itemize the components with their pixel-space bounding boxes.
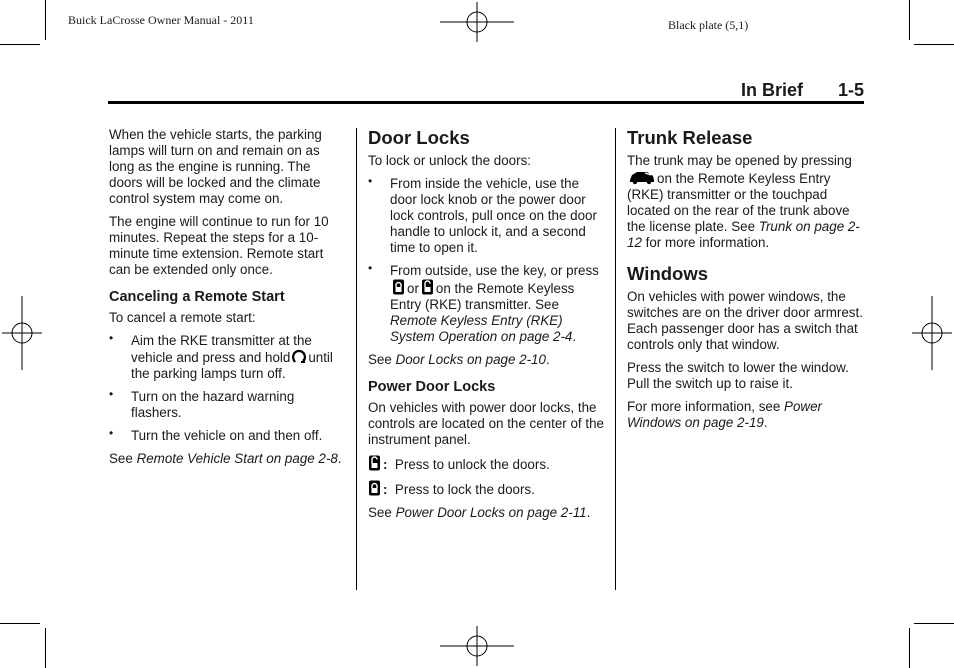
list-item: • From outside, use the key, or pressor on the Remote Keyless Entry (RKE) transmitter. See Remote Keyless Entry (RKE) System Operation on page 2-4. xyxy=(368,261,599,344)
lock-description: : Press to lock the doors. xyxy=(368,480,604,498)
door-lock-list xyxy=(368,176,604,345)
registration-mark-icon xyxy=(912,296,952,370)
plate-label: Black plate (5,1) xyxy=(668,18,749,32)
lock-icon xyxy=(392,279,405,295)
paragraph: The trunk may be opened by pressingon the Remote Keyless Entry (RKE) transmitter or the touchpad located on the rear of the trunk above the license plate. See Trunk on page 2-12 for more information. xyxy=(627,153,860,250)
paragraph: On vehicles with power windows, the switches are on the driver door armrest. Each passenger door has a switch that controls only that window. xyxy=(627,289,863,352)
registration-mark-icon xyxy=(2,296,42,370)
manual-title: Buick LaCrosse Owner Manual - 2011 xyxy=(68,13,254,27)
section-title: In Brief xyxy=(741,80,804,100)
paragraph: When the vehicle starts, the parking lamps will turn on and remain on as long as the engine is running. The doors will be locked and the climate control system may come on. xyxy=(109,127,322,206)
list-item: • Turn on the hazard warning flashers. xyxy=(109,387,295,420)
paragraph: The engine will continue to run for 10 minutes. Repeat the steps for a 10-minute time extension. Remote start can be extended only once. xyxy=(109,214,329,277)
remote-start-icon xyxy=(292,349,306,364)
crop-mark xyxy=(909,0,910,40)
unlock-icon xyxy=(368,455,381,471)
crop-mark xyxy=(0,623,40,624)
cross-reference: For more information, see Power Windows on page 2-19. xyxy=(627,399,823,430)
heading-canceling-remote-start: Canceling a Remote Start xyxy=(109,289,285,305)
trunk-release-icon xyxy=(629,169,655,185)
list-item: • Aim the RKE transmitter at the vehicle and press and hold until the parking lamps turn off. xyxy=(109,331,333,381)
list-item: • From inside the vehicle, use the door lock knob or the power door lock controls, pull once on the door handle to unlock it, and a second time to open it. xyxy=(368,174,597,255)
crop-mark xyxy=(45,0,46,40)
crop-mark xyxy=(45,628,46,668)
crop-mark xyxy=(914,623,954,624)
paragraph: On vehicles with power door locks, the controls are located on the center of the instrument panel. xyxy=(368,400,604,447)
heading-door-locks: Door Locks xyxy=(368,127,470,148)
page-number: 1-5 xyxy=(838,80,865,100)
heading-windows: Windows xyxy=(627,263,709,284)
column-divider xyxy=(356,128,357,590)
heading-power-door-locks: Power Door Locks xyxy=(368,379,496,395)
heading-trunk-release: Trunk Release xyxy=(627,127,753,148)
column-2 xyxy=(368,127,604,528)
column-divider xyxy=(615,128,616,590)
unlock-icon xyxy=(421,279,434,295)
cross-reference: See Door Locks on page 2-10. xyxy=(368,352,550,367)
paragraph: Press the switch to lower the window. Pull the switch up to raise it. xyxy=(627,360,849,391)
unlock-description: : Press to unlock the doors. xyxy=(368,455,604,473)
crop-mark xyxy=(0,44,40,45)
column-3 xyxy=(627,127,863,438)
crop-mark xyxy=(909,628,910,668)
lock-icon xyxy=(368,480,381,496)
cross-reference: See Power Door Locks on page 2-11. xyxy=(368,505,591,520)
header-rule xyxy=(108,101,864,104)
column-1 xyxy=(109,127,347,474)
paragraph: To lock or unlock the doors: xyxy=(368,153,532,168)
crop-mark xyxy=(914,44,954,45)
list-item: • Turn the vehicle on and then off. xyxy=(109,426,323,443)
cross-reference: See Remote Vehicle Start on page 2-8. xyxy=(109,451,342,466)
registration-mark-icon xyxy=(440,2,514,42)
paragraph: To cancel a remote start: xyxy=(109,310,256,325)
registration-mark-icon xyxy=(440,626,514,666)
cancel-steps-list xyxy=(109,333,347,444)
